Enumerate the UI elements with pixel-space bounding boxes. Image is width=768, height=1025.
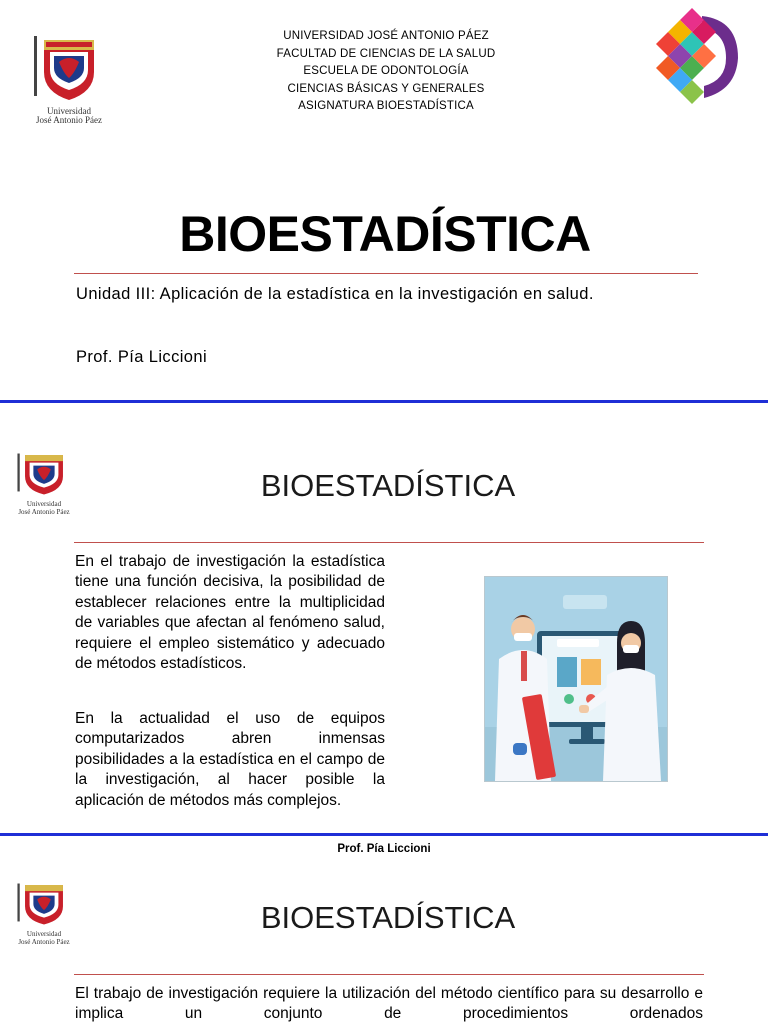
- geometric-brand-logo: [654, 6, 740, 106]
- header-line-faculty: FACULTAD DE CIENCIAS DE LA SALUD: [276, 47, 496, 60]
- university-crest-logo-small: [16, 882, 72, 944]
- colorful-d-logo-icon: [654, 6, 740, 106]
- researchers-illustration: [484, 576, 668, 782]
- slide-footer-professor: Prof. Pía Liccioni: [337, 843, 431, 855]
- crest-caption-line: Universidad: [47, 106, 91, 116]
- slide-divider: [0, 400, 768, 403]
- presentation-title: BIOESTADÍSTICA: [179, 206, 591, 262]
- body-paragraph: En el trabajo de investigación la estadística tiene una función decisiva, la posibilidad de establecer relaciones entre la multiplicidad de variables que afectan al fenómeno salud, requiere el empleo sistemático y adecuado de métodos estadísticos.: [75, 553, 385, 673]
- crest-caption-line: José Antonio Páez: [18, 507, 70, 516]
- title-underline-divider: [74, 542, 704, 543]
- title-underline-divider: [74, 273, 698, 274]
- body-paragraph: En la actualidad el uso de equipos computarizados abren inmensas posibilidades a la estadística en el campo de la investigación, al hacer posible la aplicación de métodos más complejos.: [75, 710, 385, 809]
- university-crest-logo-small: [16, 452, 72, 514]
- slide-divider: [0, 833, 768, 836]
- slide-title: BIOESTADÍSTICA: [260, 900, 516, 935]
- professor-name: Prof. Pía Liccioni: [76, 348, 208, 366]
- header-line-department: CIENCIAS BÁSICAS Y GENERALES: [287, 82, 485, 95]
- crest-caption-line: Universidad: [26, 500, 62, 508]
- crest-shield-icon: [16, 452, 72, 496]
- crest-caption-line: Universidad: [26, 930, 62, 938]
- unit-subtitle: Unidad III: Aplicación de la estadística en la investigación en salud.: [76, 285, 594, 303]
- title-underline-divider: [74, 974, 704, 975]
- university-crest-logo: [34, 34, 104, 125]
- crest-caption-line: José Antonio Páez: [36, 115, 102, 125]
- crest-shield-icon: [34, 34, 104, 102]
- header-line-subject: ASIGNATURA BIOESTADÍSTICA: [298, 100, 474, 112]
- body-paragraph: El trabajo de investigación requiere la utilización del método científico para su desarrollo e implica un conjunto de procedimientos ordenados: [75, 985, 703, 1023]
- slide-title: BIOESTADÍSTICA: [260, 468, 516, 503]
- header-line-university: UNIVERSIDAD JOSÉ ANTONIO PÁEZ: [283, 30, 489, 42]
- institution-header: [180, 28, 592, 116]
- header-line-school: ESCUELA DE ODONTOLOGÍA: [303, 65, 469, 77]
- crest-caption-line: José Antonio Páez: [18, 937, 70, 946]
- crest-shield-icon: [16, 882, 72, 926]
- researchers-with-monitor-icon: [485, 577, 667, 781]
